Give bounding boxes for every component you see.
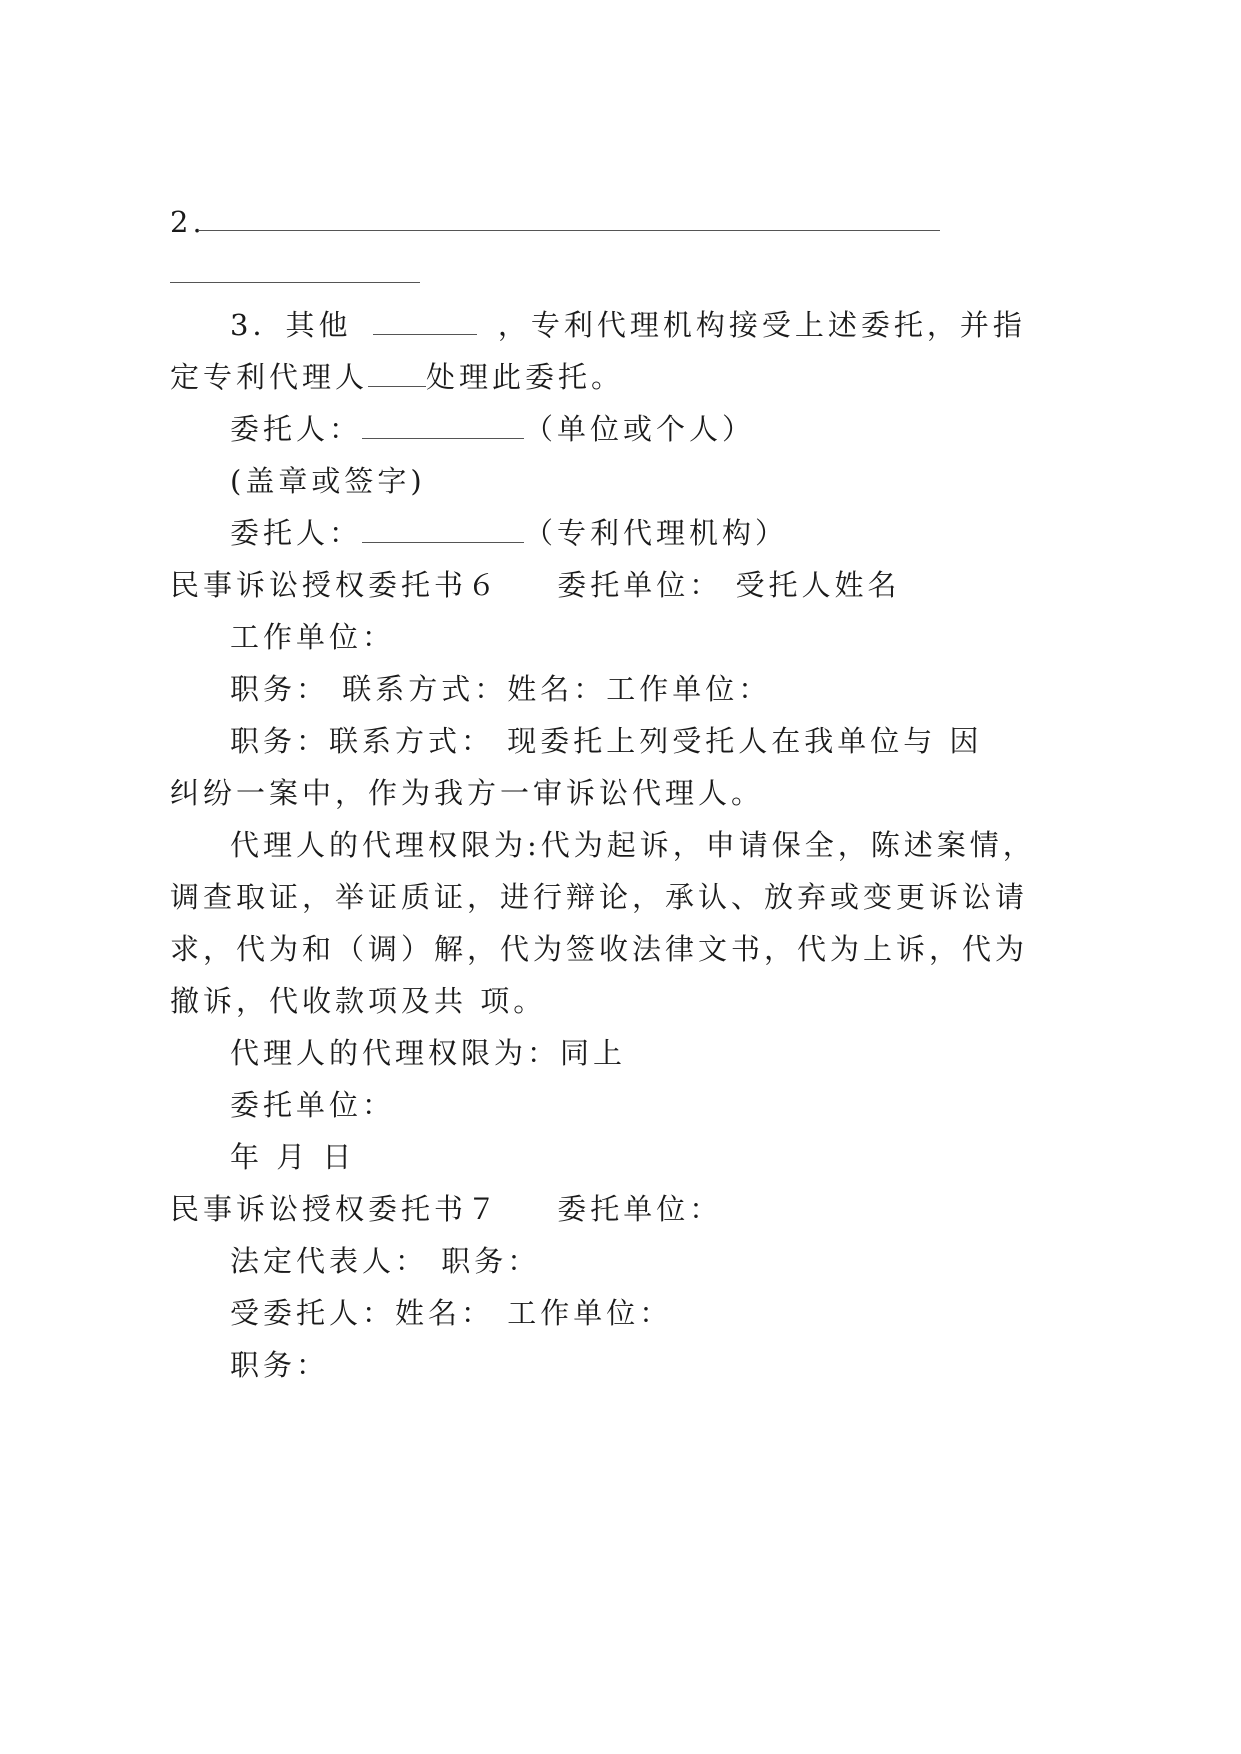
section-6-paragraph-1-line-2 [170,773,764,813]
section-7-legal-rep [230,1241,540,1281]
section-6-p2-l2-text: 调查取证，举证质证，进行辩论，承认、放弃或变更诉讼请 [170,880,1029,914]
client-suffix-1: （单位或个人） [524,412,756,446]
section-6-paragraph-2-line-2 [170,877,1028,917]
section-6-work-unit [230,617,395,657]
section-6-date-text: 年 月 日 [230,1140,356,1174]
section-7-trustee-text: 受委托人：姓名： 工作单位： [230,1296,673,1330]
item-3-text-a: 3．其他 [230,308,352,342]
section-7-heading: 民事诉讼授权委托书７ [170,1192,501,1226]
section-6-p2-l1-text: 代理人的代理权限为:代为起诉，申请保全，陈述案情， [230,828,1036,862]
section-7-trustee [230,1293,672,1333]
client-suffix-2: （专利代理机构） [524,516,789,550]
client-blank-1 [362,410,524,439]
section-6-p1-l2-text: 纠纷一案中，作为我方一审诉讼代理人。 [170,776,765,810]
section-6-heading-tail: 委托单位： 受托人姓名 [557,568,901,602]
item-3-text-b: ，专利代理机构接受上述委托，并指 [497,308,1026,342]
seal-text: (盖章或签字) [230,464,426,498]
section-7-duty-text: 职务： [230,1348,330,1382]
client-label-2: 委托人： [230,516,363,550]
item-2-prefix: 2. [170,205,206,239]
section-6-p1-l1-text: 职务：联系方式： 现委托上列受托人在我单位与 因 [230,724,983,758]
section-6-date [230,1137,355,1177]
section-6-paragraph-3 [230,1033,626,1073]
seal-line [230,461,426,501]
section-6-p2-l4-text: 撤诉，代收款项及共 项。 [170,984,547,1018]
item-2-blank [198,230,940,231]
section-7-heading-line [170,1189,722,1229]
client-line-2 [230,513,788,553]
section-6-work-unit-text: 工作单位： [230,620,396,654]
section-6-paragraph-2-line-1 [230,825,1036,865]
item-3-text-d: 处理此委托。 [426,360,625,394]
item-3-text-c: 定专利代理人 [170,360,369,394]
item-2-line [170,202,206,242]
item-3-blank-agent [368,358,426,387]
section-7-legal-rep-text: 法定代表人： 职务： [230,1244,541,1278]
item-2-blank-continued [170,282,420,283]
section-6-duty-text: 职务： 联系方式：姓名：工作单位： [230,672,772,706]
section-6-heading-line [170,565,900,605]
section-7-heading-tail: 委托单位： [557,1192,723,1226]
section-6-heading: 民事诉讼授权委托书６ [170,568,501,602]
client-blank-2 [362,514,524,543]
item-3-line-1 [230,305,1026,345]
section-6-paragraph-2-line-3 [170,929,1028,969]
section-6-duty-line [230,669,771,709]
section-6-paragraph-2-line-4 [170,981,546,1021]
client-label-1: 委托人： [230,412,363,446]
section-7-duty [230,1345,329,1385]
section-6-paragraph-1-line-1 [230,721,982,761]
section-6-client-unit [230,1085,395,1125]
section-6-p2-l3-text: 求，代为和（调）解，代为签收法律文书，代为上诉，代为 [170,932,1029,966]
item-3-blank-other [373,306,477,335]
section-6-client-unit-text: 委托单位： [230,1088,396,1122]
item-3-line-2 [170,357,624,397]
section-6-p3-text: 代理人的代理权限为：同上 [230,1036,627,1070]
client-line-1 [230,409,755,449]
